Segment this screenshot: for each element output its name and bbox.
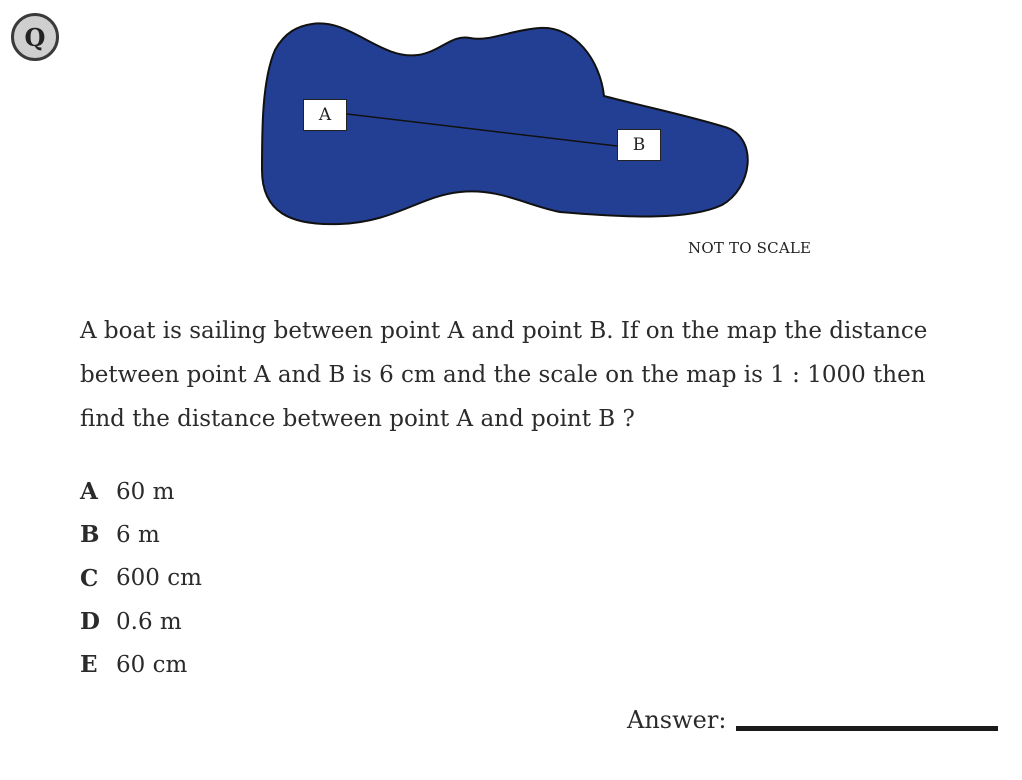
option-text: 6 m — [116, 521, 160, 548]
question-text — [80, 309, 980, 441]
question-line: A boat is sailing between point A and point B. If on the map the distance — [80, 318, 928, 344]
option-letter: A — [80, 478, 98, 506]
answer-options — [80, 470, 202, 686]
option-letter: B — [80, 521, 100, 549]
option-letter: E — [80, 651, 98, 679]
option-c[interactable] — [80, 557, 202, 600]
option-text: 0.6 m — [116, 608, 182, 635]
map-figure — [0, 0, 1022, 280]
option-text: 60 m — [116, 478, 175, 505]
option-a[interactable] — [80, 470, 202, 513]
option-text: 60 cm — [116, 651, 188, 678]
lake-map — [0, 0, 1022, 280]
option-letter: D — [80, 608, 100, 636]
option-letter: C — [80, 564, 99, 592]
answer-label: Answer: — [627, 706, 727, 734]
point-a-label: A — [303, 99, 347, 131]
not-to-scale-note: NOT TO SCALE — [688, 239, 812, 257]
option-b[interactable] — [80, 513, 202, 556]
option-text: 600 cm — [116, 565, 202, 592]
option-e[interactable] — [80, 643, 202, 686]
question-line: find the distance between point A and point B ? — [80, 406, 635, 432]
answer-row — [627, 706, 998, 734]
point-b-label: B — [617, 129, 661, 161]
question-badge: Q — [11, 13, 59, 61]
question-line: between point A and B is 6 cm and the scale on the map is 1 : 1000 then — [80, 362, 926, 388]
option-d[interactable] — [80, 600, 202, 643]
answer-blank[interactable] — [736, 726, 998, 731]
